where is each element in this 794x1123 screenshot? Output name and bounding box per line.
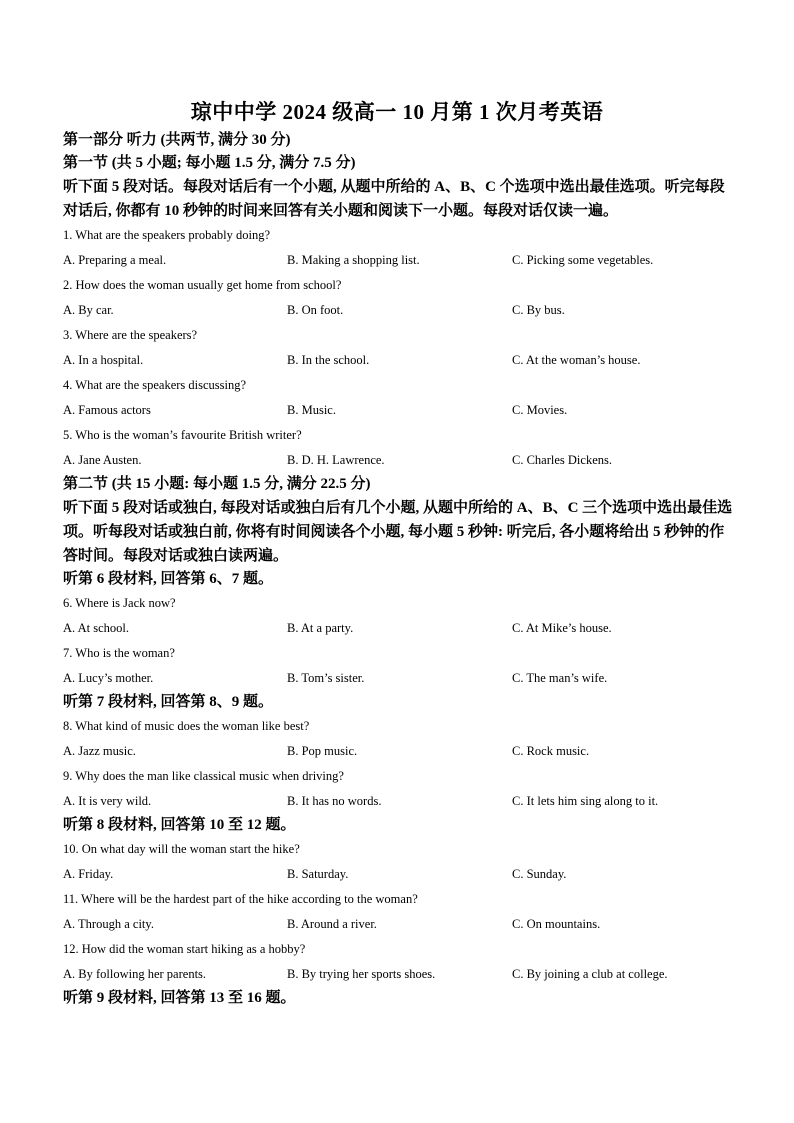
question-options (63, 962, 733, 987)
option-b: B. Making a shopping list. (287, 253, 420, 267)
section1-heading: 第一节 (共 5 小题; 每小题 1.5 分, 满分 7.5 分) (63, 155, 356, 171)
question-item (63, 714, 733, 764)
question-item (63, 837, 733, 887)
question-options (63, 912, 733, 937)
option-c: C. At Mike’s house. (512, 621, 612, 635)
question-options (63, 248, 733, 273)
option-a: A. In a hospital. (63, 353, 144, 367)
question-text: 3. Where are the speakers? (63, 328, 198, 342)
option-b: B. Tom’s sister. (287, 671, 365, 685)
option-a: A. At school. (63, 621, 129, 635)
option-b: B. Around a river. (287, 917, 377, 931)
option-c: C. By bus. (512, 303, 565, 317)
question-options (63, 398, 733, 423)
option-a: A. It is very wild. (63, 794, 152, 808)
option-c: C. By joining a club at college. (512, 967, 668, 981)
option-b: B. At a party. (287, 621, 354, 635)
question-text: 4. What are the speakers discussing? (63, 378, 247, 392)
option-a: A. Famous actors (63, 403, 151, 417)
option-a: A. Preparing a meal. (63, 253, 167, 267)
group7-heading: 听第 7 段材料, 回答第 8、9 题。 (63, 694, 274, 710)
question-text: 2. How does the woman usually get home from school? (63, 278, 342, 292)
option-a: A. Jazz music. (63, 744, 136, 758)
question-options (63, 616, 733, 641)
question-item (63, 887, 733, 937)
option-a: A. Jane Austen. (63, 453, 142, 467)
option-a: A. Through a city. (63, 917, 154, 931)
option-c: C. The man’s wife. (512, 671, 608, 685)
section1-instructions: 听下面 5 段对话。每段对话后有一个小题, 从题中所给的 A、B、C 个选项中选出最佳选项。听完每段对话后, 你都有 10 秒钟的时间来回答有关小题和阅读下一小题。每段对话仅读一遍。 (63, 179, 725, 219)
option-a: A. Lucy’s mother. (63, 671, 154, 685)
question-options (63, 666, 733, 691)
group6-heading: 听第 6 段材料, 回答第 6、7 题。 (63, 571, 274, 587)
option-c: C. Rock music. (512, 744, 590, 758)
question-item (63, 937, 733, 987)
question-item (63, 373, 733, 423)
option-b: B. Music. (287, 403, 336, 417)
part1-heading: 第一部分 听力 (共两节, 满分 30 分) (63, 132, 291, 148)
question-item (63, 223, 733, 273)
question-text: 6. Where is Jack now? (63, 596, 176, 610)
question-item (63, 764, 733, 814)
exam-title: 琼中中学 2024 级高一 10 月第 1 次月考英语 (190, 100, 604, 124)
option-c: C. Charles Dickens. (512, 453, 612, 467)
question-text: 9. Why does the man like classical music when driving? (63, 769, 344, 783)
option-a: A. Friday. (63, 867, 114, 881)
question-options (63, 448, 733, 473)
question-options (63, 739, 733, 764)
question-item (63, 323, 733, 373)
option-a: A. By car. (63, 303, 114, 317)
option-b: B. It has no words. (287, 794, 382, 808)
question-text: 11. Where will be the hardest part of the hike according to the woman? (63, 892, 418, 906)
option-b: B. By trying her sports shoes. (287, 967, 436, 981)
question-options (63, 789, 733, 814)
question-item (63, 423, 733, 473)
question-options (63, 862, 733, 887)
question-text: 1. What are the speakers probably doing? (63, 228, 270, 242)
question-text: 10. On what day will the woman start the hike? (63, 842, 300, 856)
option-c: C. It lets him sing along to it. (512, 794, 659, 808)
group8-heading: 听第 8 段材料, 回答第 10 至 12 题。 (63, 817, 296, 833)
exam-content (63, 129, 733, 1010)
group9-heading: 听第 9 段材料, 回答第 13 至 16 题。 (63, 990, 296, 1006)
section1-question-list (63, 223, 733, 473)
question-text: 12. How did the woman start hiking as a hobby? (63, 942, 306, 956)
option-b: B. Saturday. (287, 867, 349, 881)
option-b: B. D. H. Lawrence. (287, 453, 385, 467)
question-text: 7. Who is the woman? (63, 646, 175, 660)
option-c: C. Movies. (512, 403, 568, 417)
question-item (63, 591, 733, 641)
option-c: C. Picking some vegetables. (512, 253, 654, 267)
question-item (63, 273, 733, 323)
question-options (63, 348, 733, 373)
question-item (63, 641, 733, 691)
option-c: C. At the woman’s house. (512, 353, 641, 367)
option-c: C. On mountains. (512, 917, 601, 931)
option-b: B. Pop music. (287, 744, 358, 758)
question-text: 8. What kind of music does the woman like best? (63, 719, 310, 733)
option-a: A. By following her parents. (63, 967, 207, 981)
option-b: B. In the school. (287, 353, 370, 367)
question-options (63, 298, 733, 323)
question-text: 5. Who is the woman’s favourite British writer? (63, 428, 302, 442)
section2-heading: 第二节 (共 15 小题: 每小题 1.5 分, 满分 22.5 分) (63, 476, 371, 492)
option-b: B. On foot. (287, 303, 344, 317)
section2-instructions: 听下面 5 段对话或独白, 每段对话或独白后有几个小题, 从题中所给的 A、B、C 三个选项中选出最佳选项。听每段对话或独白前, 你将有时间阅读各个小题, 每小题 5 秒钟: 听完后, 各小题将给出 5 秒钟的作答时间。每段对话或独白读两遍。 (63, 500, 733, 564)
option-c: C. Sunday. (512, 867, 567, 881)
